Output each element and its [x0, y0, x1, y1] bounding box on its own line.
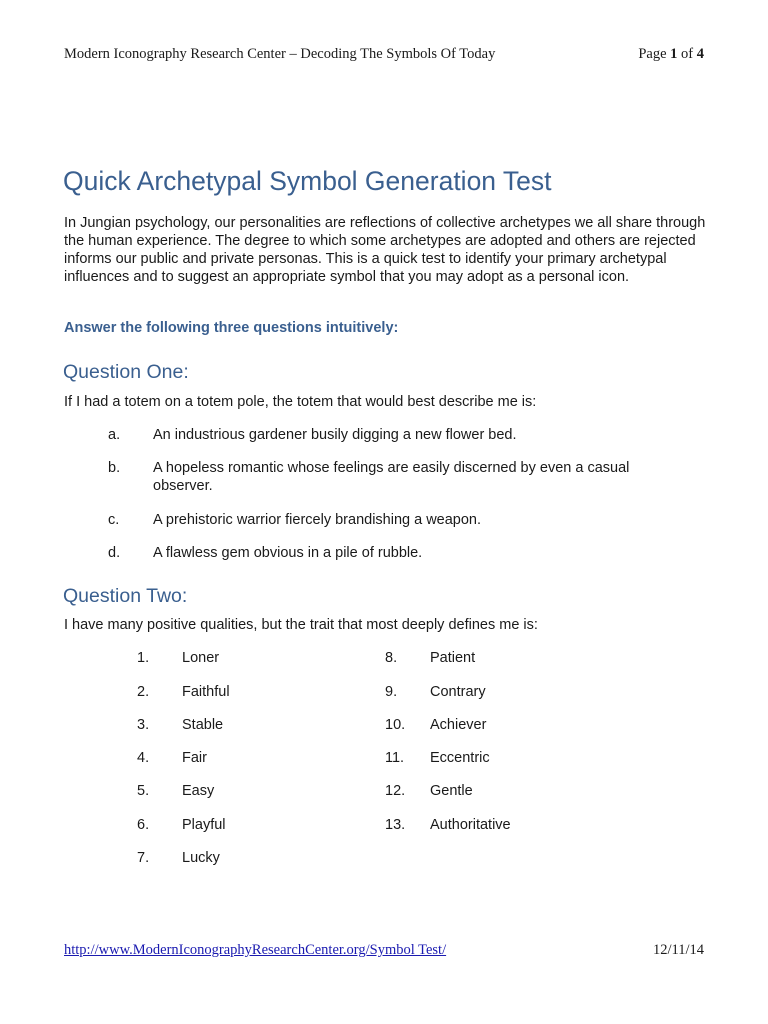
page-prefix: Page	[638, 46, 671, 62]
question-two-prompt: I have many positive qualities, but the trait that most deeply defines me is:	[64, 617, 538, 633]
page-total: 4	[696, 46, 704, 62]
option-letter: c.	[108, 512, 120, 528]
option-letter: b.	[108, 460, 121, 476]
trait-word: Stable	[182, 717, 224, 733]
trait-number: 3.	[137, 717, 150, 733]
trait-word: Faithful	[182, 684, 230, 700]
trait-word: Contrary	[430, 684, 486, 700]
trait-number: 7.	[137, 850, 150, 866]
trait-number: 12.	[385, 783, 406, 799]
trait-number: 11.	[385, 750, 405, 766]
option-text: An industrious gardener busily digging a new flower bed.	[153, 427, 517, 443]
question-one-heading: Question One:	[63, 361, 189, 383]
trait-number: 13.	[385, 817, 406, 833]
trait-word: Fair	[182, 750, 207, 766]
trait-number: 4.	[137, 750, 150, 766]
trait-word: Gentle	[430, 783, 473, 799]
option-text: A flawless gem obvious in a pile of rubble.	[153, 545, 423, 561]
page-of: of	[677, 46, 697, 62]
question-two-heading: Question Two:	[63, 585, 188, 607]
footer-link[interactable]: http://www.ModernIconographyResearchCenter.org/Symbol Test/	[64, 942, 447, 958]
trait-number: 1.	[137, 650, 150, 666]
trait-number: 6.	[137, 817, 150, 833]
trait-word: Loner	[182, 650, 220, 666]
trait-number: 10.	[385, 717, 406, 733]
trait-word: Achiever	[430, 717, 487, 733]
trait-word: Eccentric	[430, 750, 490, 766]
trait-number: 2.	[137, 684, 150, 700]
instruction-text: Answer the following three questions intuitively:	[64, 320, 399, 336]
trait-word: Playful	[182, 817, 226, 833]
footer-date: 12/11/14	[652, 942, 704, 958]
header-title: Modern Iconography Research Center – Decoding The Symbols Of Today	[64, 46, 496, 62]
page-header	[64, 46, 704, 66]
option-text: A prehistoric warrior fiercely brandishing a weapon.	[153, 512, 482, 528]
page-current: 1	[670, 46, 678, 62]
trait-number: 9.	[385, 684, 398, 700]
option-text: A hopeless romantic whose feelings are easily discerned by even a casual observer.	[153, 460, 630, 494]
trait-word: Lucky	[182, 850, 220, 866]
trait-number: 5.	[137, 783, 150, 799]
trait-word: Authoritative	[430, 817, 511, 833]
option-letter: a.	[108, 427, 121, 443]
document-title: Quick Archetypal Symbol Generation Test	[63, 166, 552, 196]
intro-paragraph: In Jungian psychology, our personalities are reflections of collective archetypes we all share through the human experience. The degree to which some archetypes are adopted and others are rejected informs our public and private personas. This is a quick test to identify your primary archetypal influences and to suggest an appropriate symbol that you may adopt as a personal icon.	[64, 215, 706, 285]
trait-number: 8.	[385, 650, 398, 666]
option-letter: d.	[108, 545, 121, 561]
trait-word: Patient	[430, 650, 476, 666]
question-one-prompt: If I had a totem on a totem pole, the totem that would best describe me is:	[64, 394, 537, 410]
trait-word: Easy	[182, 783, 215, 799]
page-number	[638, 46, 704, 63]
page-footer	[64, 942, 704, 962]
